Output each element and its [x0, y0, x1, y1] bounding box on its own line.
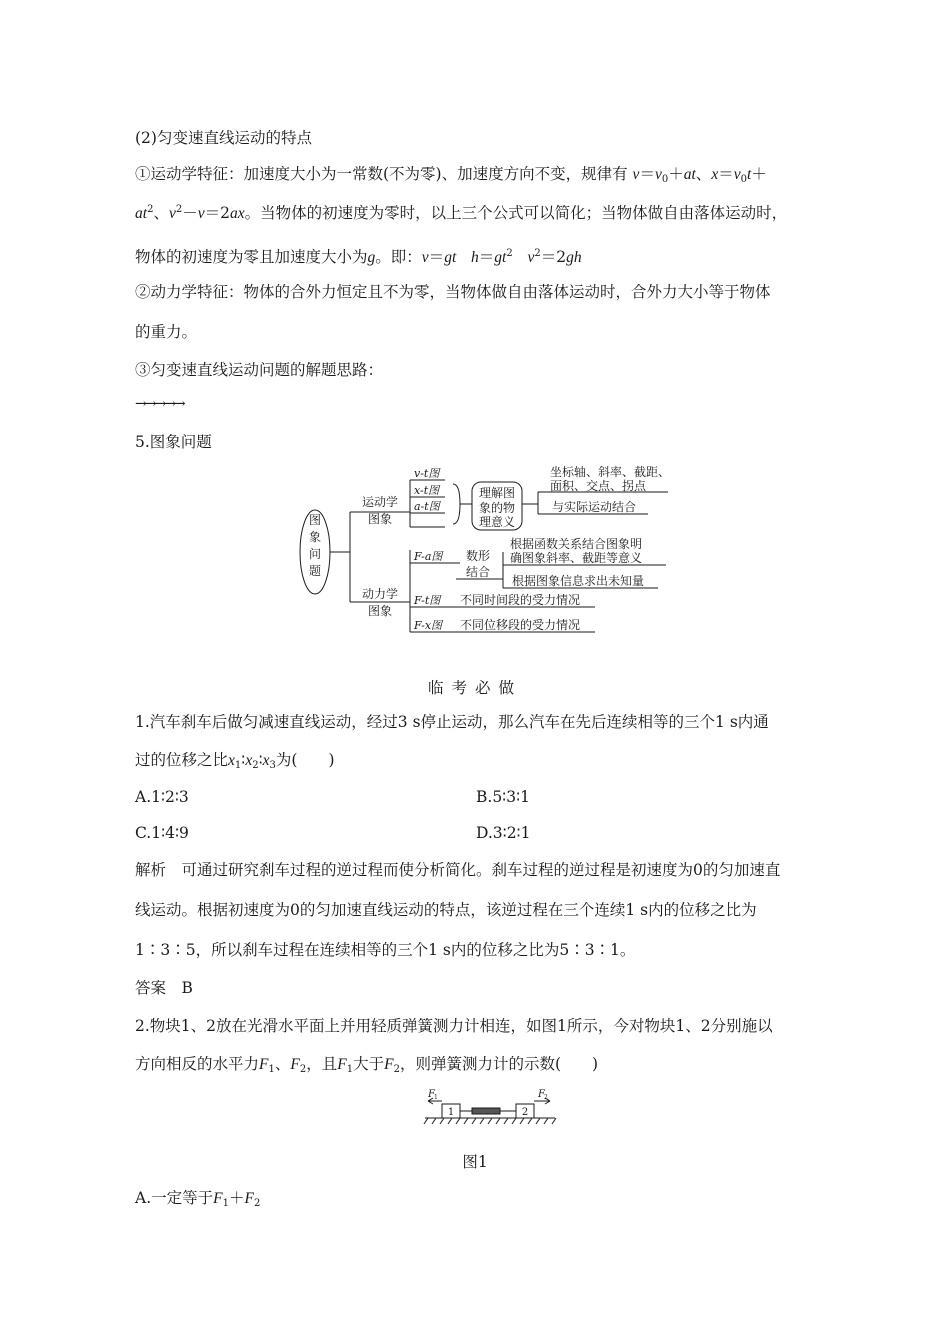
dyn-result: 不同时间段的受力情况: [460, 593, 581, 607]
understand-text: 理意义: [478, 515, 516, 529]
text-span: 过的位移之比: [135, 751, 229, 769]
text-span: 方向相反的水平力: [135, 1055, 260, 1073]
var-x: x: [245, 752, 253, 769]
q1-stem-1: 1.汽车刹车后做匀减速直线运动，经过3 s停止运动，那么汽车在先后连续相等的三个1 s内通: [135, 713, 769, 731]
text-span: ＋: [228, 1189, 245, 1207]
superscript: 2: [175, 204, 183, 215]
text-span: ＋: [751, 165, 767, 183]
f1-label: F: [428, 1089, 435, 1100]
q1-option-b: B.5∶3∶1: [476, 788, 530, 806]
subscript: 2: [393, 1064, 400, 1075]
figure-caption: 图1: [462, 1153, 488, 1171]
var-g: g: [367, 249, 376, 266]
var-gh: gh: [566, 249, 582, 266]
var-h: h: [471, 249, 479, 266]
subscript: 2: [252, 760, 259, 771]
kin-result: 面积、交点、拐点: [550, 479, 647, 493]
f2-sub: 2: [544, 1094, 548, 1101]
subscript: 1: [268, 1064, 275, 1075]
f2-label: F: [538, 1089, 545, 1100]
brace: [453, 484, 460, 524]
subscript: 1: [346, 1064, 354, 1075]
dyn-label: 动力学: [361, 587, 399, 601]
text-span: 。当物体的初速度为零时，以上三个公式可以简化；当物体做自由落体运动时，: [244, 204, 788, 222]
text-span: 物体的初速度为零且加速度大小为: [135, 248, 368, 266]
subscript: 1: [222, 1198, 229, 1209]
kinematics-line-1: [135, 164, 767, 190]
combine-text: 结合: [465, 565, 491, 579]
subscript: 0: [740, 174, 747, 185]
q2-option-a: [135, 1188, 260, 1214]
dyn-result: 确图象斜率、截距等意义: [510, 551, 643, 565]
dynamics-line-1: ②动力学特征：物体的合外力恒定且不为零，当物体做自由落体运动时，合外力大小等于物体: [135, 283, 771, 301]
var-t: t: [746, 166, 752, 183]
text-span: ，且: [306, 1055, 338, 1073]
q2-stem-1: 2.物块1、2放在光滑水平面上并用轻质弹簧测力计相连，如图1所示，今对物块1、2分别施以: [135, 1017, 773, 1035]
dyn-result: 根据图象信息求出未知量: [512, 574, 645, 588]
section-heading: 临考必做: [427, 679, 522, 697]
kin-label: 图象: [367, 512, 393, 526]
q1-option-c: C.1∶4∶9: [135, 824, 189, 842]
text-span: ＋: [668, 165, 684, 183]
text-span: ＝2: [204, 204, 230, 222]
superscript: 2: [147, 204, 154, 215]
text-span: ，则弹簧测力计的示数( ): [399, 1055, 599, 1073]
subscript: 3: [269, 760, 276, 771]
text-span: ①运动学特征：加速度大小为一常数(不为零)、加速度方向不变，规律有: [135, 165, 628, 183]
arrow-chain: →→→→→: [135, 396, 184, 412]
approach-line: ③匀变速直线运动问题的解题思路：: [135, 361, 384, 379]
var-f: F: [259, 1056, 269, 1073]
q1-option-d: D.3∶2∶1: [476, 824, 531, 842]
text-span: 、: [274, 1055, 291, 1073]
q1-explanation-2: 线运动。根据初速度为0的匀加速直线运动的特点，该逆过程在三个连续1 s内的位移之比为: [135, 901, 757, 919]
text-span: 、: [153, 204, 169, 222]
subscript: 2: [253, 1198, 261, 1209]
q1-answer: 答案 B: [135, 979, 193, 997]
var-f: F: [290, 1056, 300, 1073]
subsection-title: (2)匀变速直线运动的特点: [135, 129, 312, 147]
var-f: F: [213, 1190, 223, 1207]
text-span: ∶: [258, 751, 263, 769]
text-span: 大于: [353, 1055, 385, 1073]
text-span: A.一定等于: [135, 1189, 214, 1207]
var-f: F: [244, 1190, 254, 1207]
graph-label: v-t图: [414, 467, 440, 480]
kinematics-line-2: [135, 200, 787, 224]
understand-text: 象的物: [478, 501, 516, 515]
spring-blocks-figure: [420, 1088, 560, 1130]
text-span: －: [182, 204, 198, 222]
graph-label: F-t图: [414, 594, 441, 607]
ground-hatch: [424, 1118, 556, 1124]
var-f: F: [384, 1056, 394, 1073]
text-span: 、: [695, 165, 712, 183]
dynamics-line-2: 的重力。: [135, 323, 198, 341]
var-ax: ax: [230, 205, 245, 222]
graph-label: F-a图: [414, 550, 443, 563]
text-span: ＝2: [540, 248, 567, 266]
root-char: 问: [308, 547, 322, 561]
var-v: v: [654, 166, 662, 183]
subscript: 2: [299, 1064, 307, 1075]
var-v: v: [632, 166, 640, 183]
subscript: 0: [661, 174, 669, 185]
var-v: v: [733, 166, 741, 183]
text-span: 为( ): [275, 751, 335, 769]
block-2-label: 2: [521, 1107, 529, 1118]
superscript: 2: [506, 248, 513, 259]
text-span: ＝: [639, 165, 655, 183]
var-v: v: [527, 249, 535, 266]
text-span: ＝: [718, 165, 734, 183]
block-1-label: 1: [447, 1107, 455, 1118]
kin-label: 运动学: [361, 495, 399, 509]
f1-sub: 1: [434, 1094, 438, 1101]
root-char: 题: [308, 564, 322, 578]
var-v: v: [197, 205, 205, 222]
var-x: x: [711, 166, 719, 183]
kinematics-line-3: [135, 244, 582, 268]
kin-result: 与实际运动结合: [552, 500, 637, 514]
q1-option-a: A.1∶2∶3: [135, 788, 189, 806]
superscript: 2: [534, 248, 541, 259]
q1-explanation-3: 1∶3∶5，所以刹车过程在连续相等的三个1 s内的位移之比为5∶3∶1。: [135, 941, 636, 959]
var-at: at: [135, 205, 148, 222]
var-f: F: [337, 1056, 347, 1073]
dyn-label: 图象: [367, 604, 393, 618]
q1-explanation-1: 解析 可通过研究刹车过程的逆过程而使分析简化。刹车过程的逆过程是初速度为0的匀加速直: [135, 861, 781, 879]
kin-result: 坐标轴、斜率、截距、: [550, 465, 671, 479]
graph-label: F-x图: [414, 619, 443, 632]
text-span: ∶: [241, 751, 246, 769]
section-5-title: 5.图象问题: [135, 433, 212, 451]
text-span: ＝: [478, 248, 495, 266]
var-x: x: [262, 752, 270, 769]
root-char: 图: [308, 513, 322, 527]
q1-stem-2: [135, 750, 335, 776]
graph-label: a-t图: [414, 500, 440, 513]
var-at: at: [683, 166, 696, 183]
dyn-result: 不同位移段的受力情况: [460, 618, 581, 632]
understand-text: 理解图: [478, 486, 516, 500]
text-span: 。即：: [375, 248, 422, 266]
combine-text: 数形: [465, 549, 491, 563]
var-v: v: [168, 205, 176, 222]
q2-stem-2: [135, 1054, 598, 1080]
var-x: x: [228, 752, 235, 769]
dyn-result: 根据函数关系结合图象明: [510, 537, 643, 551]
spring-scale: [472, 1108, 500, 1114]
var-gt: gt: [444, 249, 457, 266]
subscript: 1: [234, 760, 242, 771]
var-gt: gt: [494, 249, 507, 266]
var-v: v: [421, 249, 429, 266]
text-span: ＝: [428, 248, 445, 266]
graph-problem-diagram: [290, 462, 680, 642]
root-char: 象: [308, 530, 322, 544]
graph-label: x-t图: [414, 484, 440, 497]
